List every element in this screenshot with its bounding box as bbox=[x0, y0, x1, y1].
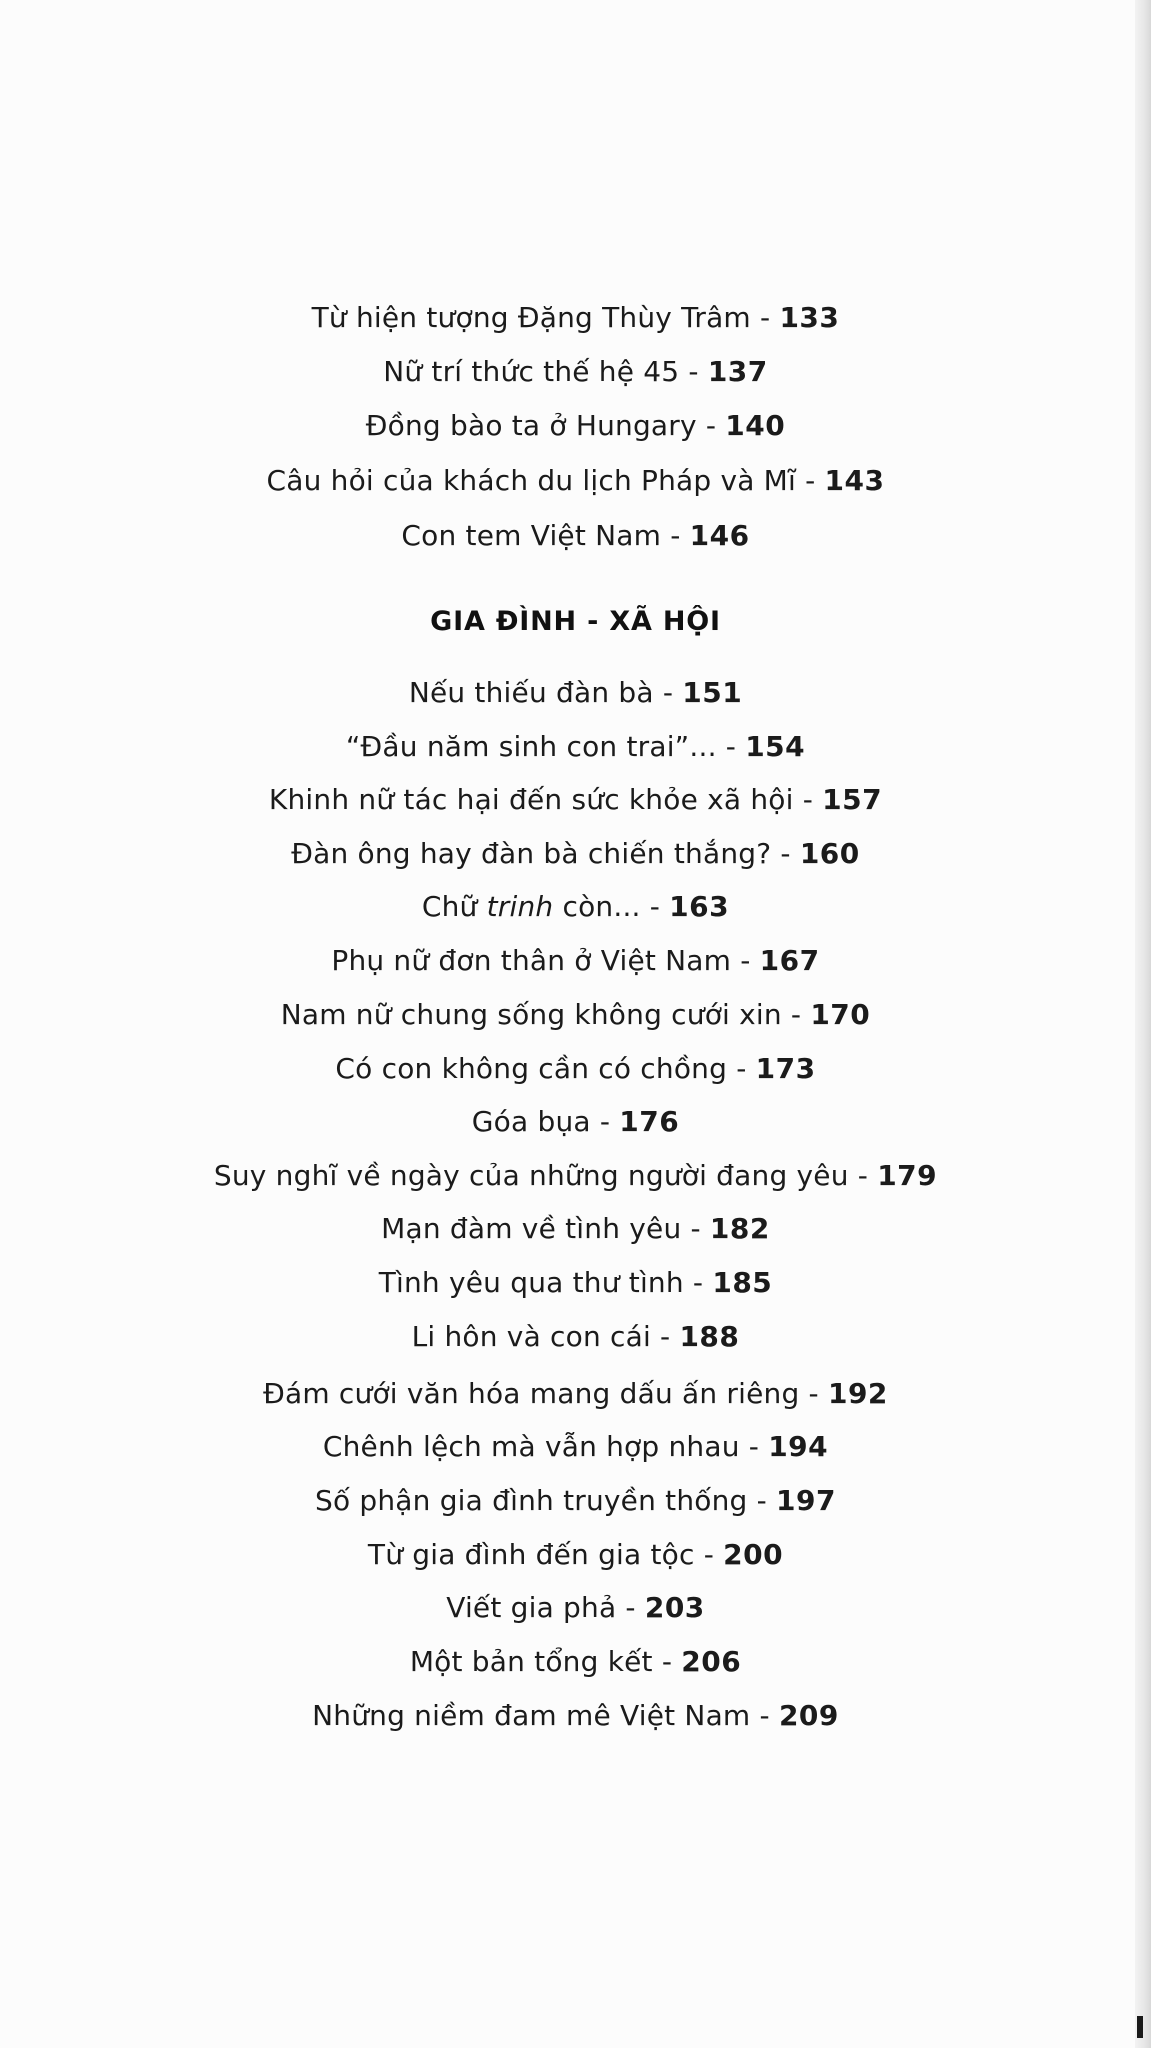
toc-entry-title: Có con không cần có chồng bbox=[335, 1052, 728, 1085]
toc-entry bbox=[0, 780, 1151, 820]
toc-page-number: 160 bbox=[799, 837, 860, 870]
toc-page-number: 200 bbox=[723, 1538, 784, 1571]
toc-page-number: 167 bbox=[759, 944, 820, 977]
toc-entry-title: Con tem Việt Nam bbox=[401, 519, 662, 552]
toc-separator: - bbox=[793, 783, 823, 816]
toc-entry bbox=[0, 673, 1151, 713]
toc-separator: - bbox=[590, 1105, 620, 1138]
toc-separator: - bbox=[640, 890, 670, 923]
toc-separator: - bbox=[616, 1591, 645, 1624]
toc-entry-title: Li hôn và con cái bbox=[411, 1320, 651, 1353]
toc-entry bbox=[0, 1263, 1151, 1303]
toc-separator: - bbox=[727, 1052, 756, 1085]
toc-entry bbox=[0, 516, 1151, 556]
toc-entry bbox=[0, 1696, 1151, 1736]
toc-page-number: 151 bbox=[682, 676, 743, 709]
toc-page-number: 192 bbox=[827, 1377, 888, 1410]
toc-entry-title-italic: trinh bbox=[486, 890, 554, 923]
toc-page-number: 163 bbox=[669, 890, 730, 923]
toc-separator: - bbox=[661, 519, 690, 552]
toc-entry bbox=[0, 352, 1151, 392]
toc-entry-title: Từ hiện tượng Đặng Thùy Trâm bbox=[311, 301, 751, 334]
toc-separator: - bbox=[683, 1266, 713, 1299]
toc-entry bbox=[0, 1049, 1151, 1089]
toc-entry-title: Tình yêu qua thư tình bbox=[378, 1266, 684, 1299]
toc-entry bbox=[0, 1317, 1151, 1357]
toc-entry bbox=[0, 1374, 1151, 1414]
toc-page-number: 157 bbox=[822, 783, 883, 816]
toc-entry-title: Nam nữ chung sống không cưới xin bbox=[280, 998, 782, 1031]
toc-page-number: 179 bbox=[877, 1159, 938, 1192]
toc-page-number: 170 bbox=[810, 998, 871, 1031]
toc-separator: - bbox=[650, 1320, 680, 1353]
toc-page-number: 137 bbox=[707, 355, 768, 388]
toc-page-number: 203 bbox=[644, 1591, 705, 1624]
toc-entry bbox=[0, 834, 1151, 874]
toc-page-number: 154 bbox=[745, 730, 806, 763]
toc-entry-title: Đồng bào ta ở Hungary bbox=[365, 409, 697, 442]
toc-page-number: 188 bbox=[679, 1320, 740, 1353]
toc-entry bbox=[0, 1102, 1151, 1142]
toc-separator: - bbox=[696, 409, 726, 442]
toc-page-number: 140 bbox=[725, 409, 786, 442]
toc-entry-title: Nữ trí thức thế hệ 45 bbox=[383, 355, 680, 388]
toc-entry-title: Phụ nữ đơn thân ở Việt Nam bbox=[331, 944, 732, 977]
toc-entry bbox=[0, 406, 1151, 446]
toc-entry-title: Một bản tổng kết bbox=[409, 1645, 653, 1678]
toc-separator: - bbox=[652, 1645, 682, 1678]
page-corner-mark bbox=[1137, 2016, 1143, 2038]
toc-entry bbox=[0, 1427, 1151, 1467]
toc-separator: - bbox=[771, 837, 800, 870]
toc-entry bbox=[0, 1209, 1151, 1249]
toc-page-number: 173 bbox=[755, 1052, 816, 1085]
toc-entry-title: Chênh lệch mà vẫn hợp nhau bbox=[322, 1430, 740, 1463]
toc-entry-title: Nếu thiếu đàn bà bbox=[408, 676, 654, 709]
toc-page-number: 176 bbox=[619, 1105, 680, 1138]
toc-separator: - bbox=[679, 355, 708, 388]
toc-entry bbox=[0, 887, 1151, 927]
section-heading: GIA ĐÌNH - XÃ HỘI bbox=[430, 606, 721, 637]
toc-entry bbox=[0, 995, 1151, 1035]
toc-entry-title-prefix: Chữ bbox=[421, 890, 487, 923]
toc-page-number: 146 bbox=[689, 519, 750, 552]
toc-separator: - bbox=[653, 676, 683, 709]
toc-separator: - bbox=[750, 1699, 779, 1732]
toc-entry-title: Những niềm đam mê Việt Nam bbox=[312, 1699, 751, 1732]
toc-page-number: 185 bbox=[712, 1266, 773, 1299]
toc-entry-title: Khinh nữ tác hại đến sức khỏe xã hội bbox=[268, 783, 794, 816]
toc-entry-title: Suy nghĩ về ngày của những người đang yêu bbox=[213, 1159, 849, 1192]
toc-entry bbox=[0, 1588, 1151, 1628]
toc-entry-title: Câu hỏi của khách du lịch Pháp và Mĩ bbox=[266, 464, 797, 497]
toc-page-number: 133 bbox=[779, 301, 840, 334]
toc-page-number: 143 bbox=[824, 464, 885, 497]
toc-separator: - bbox=[848, 1159, 878, 1192]
toc-page-number: 206 bbox=[681, 1645, 742, 1678]
toc-entry bbox=[0, 298, 1151, 338]
toc-entry-title: Mạn đàm về tình yêu bbox=[381, 1212, 682, 1245]
toc-entry bbox=[0, 1535, 1151, 1575]
toc-entry-title: Viết gia phả bbox=[446, 1591, 617, 1624]
toc-entry bbox=[0, 461, 1151, 501]
toc-separator: - bbox=[739, 1430, 769, 1463]
toc-page-number: 197 bbox=[776, 1484, 836, 1517]
toc-entry bbox=[0, 1156, 1151, 1196]
toc-separator: - bbox=[747, 1484, 777, 1517]
toc-entry bbox=[0, 1642, 1151, 1682]
toc-entry-title: Từ gia đình đến gia tộc bbox=[367, 1538, 695, 1571]
toc-separator: - bbox=[681, 1212, 710, 1245]
toc-page-number: 209 bbox=[778, 1699, 839, 1732]
toc-separator: - bbox=[716, 730, 746, 763]
toc-separator: - bbox=[781, 998, 811, 1031]
toc-page-number: 194 bbox=[768, 1430, 829, 1463]
toc-separator: - bbox=[694, 1538, 724, 1571]
toc-entry-title: Đám cưới văn hóa mang dấu ấn riêng bbox=[263, 1377, 800, 1410]
toc-separator: - bbox=[796, 464, 825, 497]
toc-separator: - bbox=[799, 1377, 828, 1410]
toc-entry-title: Đàn ông hay đàn bà chiến thắng? bbox=[291, 837, 772, 870]
toc-page-number: 182 bbox=[709, 1212, 770, 1245]
toc-entry-title: Góa bụa bbox=[471, 1105, 591, 1138]
toc-separator: - bbox=[731, 944, 760, 977]
toc-entry bbox=[0, 727, 1151, 767]
toc-entry-title: Số phận gia đình truyền thống bbox=[314, 1484, 748, 1517]
toc-separator: - bbox=[750, 301, 780, 334]
toc-entry-title-suffix: còn... bbox=[553, 890, 641, 923]
toc-entry bbox=[0, 941, 1151, 981]
toc-entry-title: “Đầu năm sinh con trai”... bbox=[345, 730, 717, 763]
toc-entry bbox=[0, 1481, 1151, 1521]
